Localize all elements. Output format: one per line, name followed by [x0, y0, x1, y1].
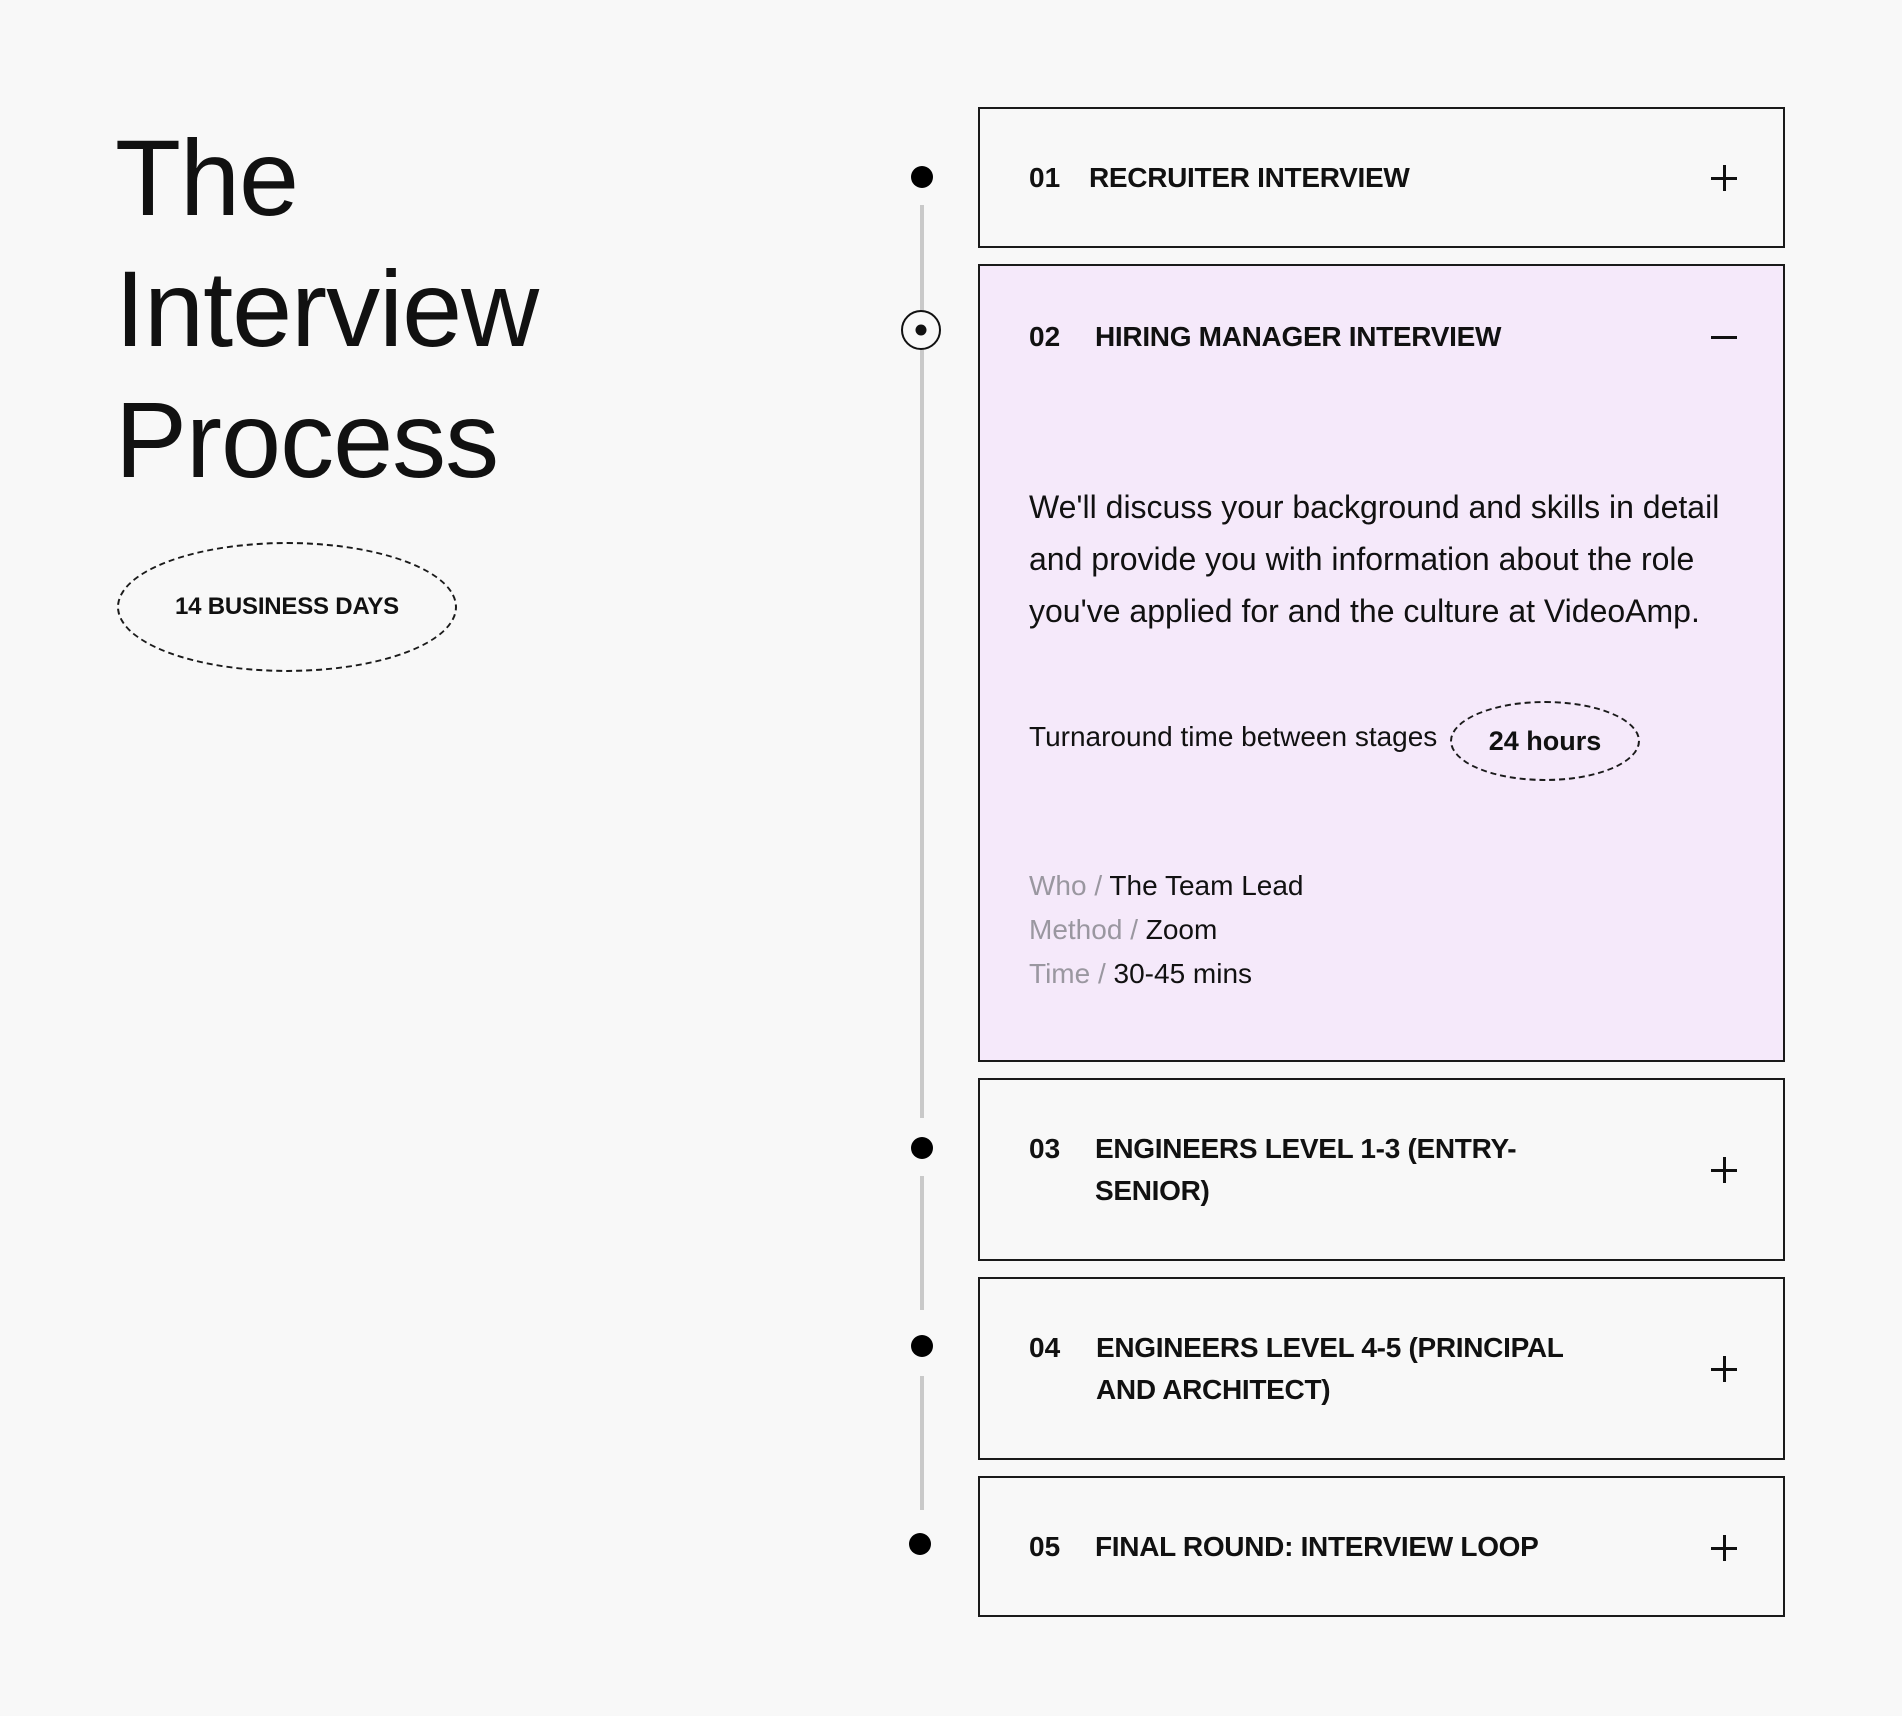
stage-title	[1095, 316, 1501, 358]
stage-number: 01	[1029, 162, 1061, 193]
page-title-line: Process	[115, 379, 499, 500]
stage-title-line: HIRING MANAGER INTERVIEW	[1095, 321, 1502, 352]
stage-number: 05	[1029, 1531, 1061, 1562]
stage-title-line: AND ARCHITECT)	[1096, 1374, 1331, 1405]
timeline-dot	[911, 1335, 933, 1357]
page-title	[115, 112, 538, 505]
plus-icon[interactable]	[1711, 1535, 1737, 1561]
stage-title-line: RECRUITER INTERVIEW	[1089, 162, 1410, 193]
stage-title	[1089, 157, 1409, 199]
duration-badge: 14 BUSINESS DAYS	[117, 542, 457, 672]
plus-icon[interactable]	[1711, 1356, 1737, 1382]
stage-title-line: SENIOR)	[1095, 1175, 1210, 1206]
stage-number: 02	[1029, 321, 1061, 352]
stage-title	[1096, 1327, 1564, 1411]
stage-title	[1095, 1526, 1539, 1568]
detail-separator: /	[1097, 958, 1106, 989]
turnaround-label: Turnaround time between stages	[1029, 721, 1438, 752]
stage-engineers-level-1-3[interactable]	[978, 1078, 1785, 1261]
detail-key: Time	[1029, 958, 1091, 989]
timeline-connector	[920, 362, 924, 1118]
detail-separator: /	[1130, 914, 1138, 945]
timeline-dot	[909, 1533, 931, 1555]
stage-final-round[interactable]	[978, 1476, 1785, 1617]
detail-value: The Team Lead	[1109, 870, 1304, 901]
stage-recruiter-interview[interactable]	[978, 107, 1785, 248]
plus-icon[interactable]	[1711, 1157, 1737, 1183]
detail-key: Method	[1029, 914, 1123, 945]
stage-title-line: FINAL ROUND: INTERVIEW LOOP	[1095, 1531, 1539, 1562]
detail-row-who	[1029, 864, 1303, 908]
detail-row-time	[1029, 952, 1303, 996]
stage-engineers-level-4-5[interactable]	[978, 1277, 1785, 1460]
detail-separator: /	[1094, 870, 1103, 901]
page-title-line: The	[115, 117, 299, 238]
stage-number: 03	[1029, 1133, 1061, 1164]
stage-title-line: ENGINEERS LEVEL 4-5 (PRINCIPAL	[1096, 1332, 1564, 1363]
timeline-dot	[911, 1137, 933, 1159]
detail-row-method	[1029, 908, 1303, 952]
plus-icon[interactable]	[1711, 165, 1737, 191]
stage-title	[1095, 1128, 1516, 1212]
stage-title-line: ENGINEERS LEVEL 1-3 (ENTRY-	[1095, 1133, 1517, 1164]
timeline-connector	[920, 1176, 924, 1310]
timeline-connector	[920, 1376, 924, 1510]
detail-value: 30-45 mins	[1113, 958, 1253, 989]
detail-value: Zoom	[1145, 914, 1218, 945]
stage-details	[1029, 864, 1303, 996]
stage-description: We'll discuss your background and skills in detail and provide you with information about the role you've applied for and the culture at VideoAmp.	[1029, 489, 1720, 629]
minus-icon[interactable]	[1711, 324, 1737, 350]
stage-hiring-manager-interview[interactable]	[978, 264, 1785, 1062]
timeline-dot	[911, 166, 933, 188]
detail-key: Who	[1029, 870, 1087, 901]
stage-number: 04	[1029, 1332, 1061, 1363]
page-title-line: Interview	[115, 248, 539, 369]
turnaround-badge: 24 hours	[1450, 701, 1640, 781]
timeline-active-marker	[901, 310, 941, 350]
